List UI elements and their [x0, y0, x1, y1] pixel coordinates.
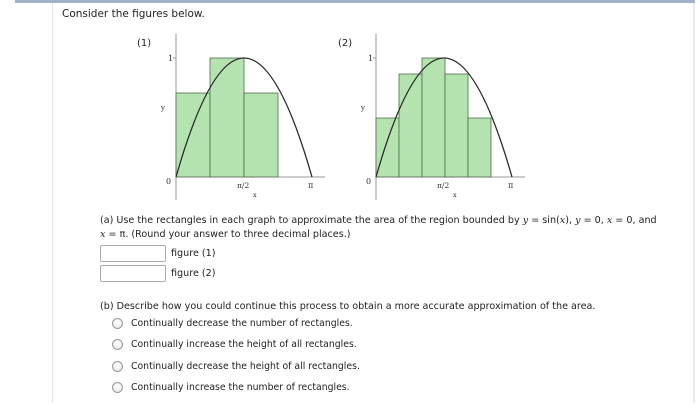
radio-button[interactable] [112, 382, 123, 393]
right-divider [693, 3, 695, 403]
figure-2-graph [360, 30, 530, 202]
figure-2-answer-label: figure (2) [171, 267, 216, 279]
svg-text:π/2: π/2 [237, 181, 250, 190]
part-a-question: (a) Use the rectangles in each graph to approximate the area of the region bounded by y = sin(x), y = 0, x = 0, and x = π. (Round your answer to three decimal places.) [100, 215, 657, 240]
part-b-question: (b) Describe how you could continue this process to obtain a more accurate approximation of the area. [100, 301, 596, 312]
figure-1-answer-label: figure (1) [171, 247, 216, 259]
figure-2-label: (2) [338, 38, 353, 49]
option-decrease-height[interactable]: Continually decrease the height of all rectangles. [112, 359, 360, 373]
figure-2-answer-input[interactable] [100, 265, 166, 282]
radio-button[interactable] [112, 318, 123, 329]
riemann-rectangles [376, 58, 491, 177]
svg-text:π: π [308, 181, 314, 190]
answer-row-figure-1 [100, 245, 216, 261]
option-increase-height[interactable]: Continually increase the height of all rectangles. [112, 337, 357, 351]
intro-text: Consider the figures below. [62, 8, 205, 20]
option-decrease-number[interactable]: Continually decrease the number of rectangles. [112, 316, 353, 330]
riemann-rectangles [176, 58, 278, 177]
svg-text:0: 0 [166, 177, 172, 186]
figure-1-answer-input[interactable] [100, 245, 166, 262]
svg-text:0: 0 [366, 177, 372, 186]
option-increase-number[interactable]: Continually increase the number of rectangles. [112, 380, 350, 394]
svg-text:y: y [361, 104, 365, 112]
radio-button[interactable] [112, 339, 123, 350]
svg-text:x: x [453, 191, 457, 199]
left-divider [52, 3, 53, 403]
svg-text:1: 1 [368, 54, 374, 63]
answer-row-figure-2 [100, 265, 216, 281]
figure-1-label: (1) [137, 38, 152, 49]
radio-button[interactable] [112, 361, 123, 372]
svg-text:1: 1 [168, 54, 174, 63]
svg-text:y: y [161, 104, 165, 112]
top-border-bar [15, 0, 695, 3]
svg-text:π: π [508, 181, 514, 190]
svg-text:π/2: π/2 [437, 181, 450, 190]
figure-1-graph [160, 30, 330, 202]
svg-text:x: x [253, 191, 257, 199]
